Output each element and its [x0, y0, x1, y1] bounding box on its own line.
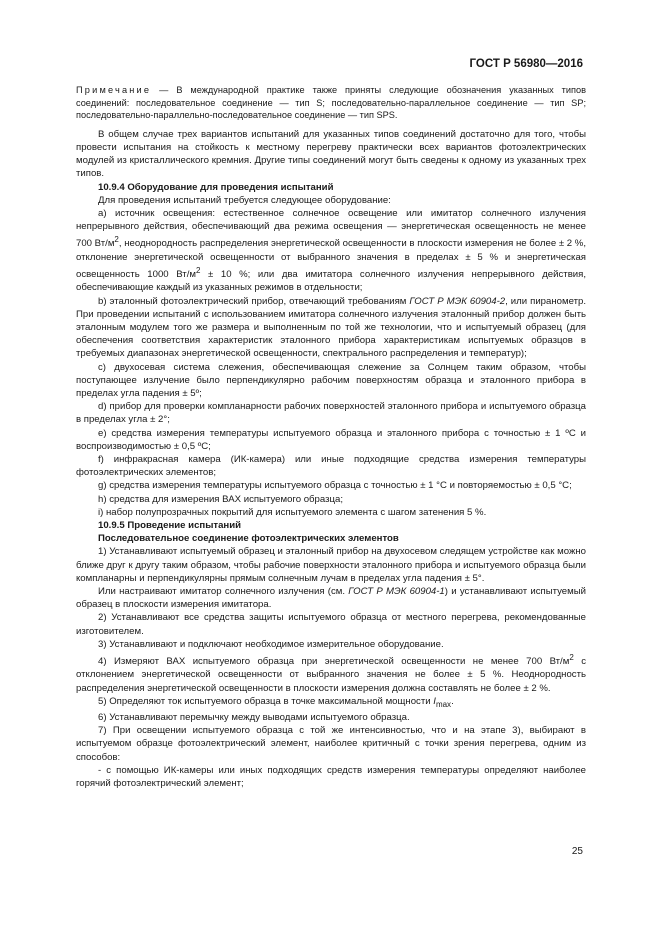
subheading-series-connection: Последовательное соединение фотоэлектрических элементов [98, 533, 399, 545]
step-7-method-a: - с помощью ИК-камеры или иных подходящих средств измерения температуры определяют наиболее горячий фотоэлектрический элемент; [76, 764, 586, 789]
section-heading-10-9-5: 10.9.5 Проведение испытаний [98, 520, 242, 532]
equipment-item-c: c) двухосевая система слежения, обеспечивающая слежение за Солнцем таким образом, чтобы поступающее излучение было перпендикулярно рабочим поверхностям образца и эталонного прибора в пределах угла падения ± 5º; [76, 361, 586, 400]
item-b-text-1: b) эталонный фотоэлектрический прибор, отвечающий требованиям [98, 295, 410, 307]
equipment-item-a [76, 207, 586, 295]
equipment-item-b [76, 295, 586, 361]
note-label: Примечание [76, 85, 152, 95]
intro-paragraph: В общем случае трех вариантов испытаний для указанных типов соединений достаточно для того, чтобы провести испытания на стойкость к местному перегреву практически всех вариантов фотоэлектрических модулей из кристаллического кремния. Другие типы соединений могут быть сведены к одному из указанных трех типов. [76, 128, 586, 180]
item-a-sup-1: 2 [114, 235, 119, 245]
step-4-text-2: с отклонением энергетической освещенности от выбранного значения не более ± 5 %. Неоднородность распределения энергетической освещенности в плоскости измерения должна составлять не более ± 2 %. [76, 656, 586, 694]
item-a-text-1: a) источник освещения: естественное солнечное освещение или имитатор солнечного излучения непрерывного действия, обеспечивающий два режима освещения — энергетическая освещенность не менее 700 Вт/м [76, 208, 586, 250]
item-a-text-3: ± 10 %; или два имитатора солнечного излучения непрерывного действия, обеспечивающие каждый из указанных режимов в отдельности; [76, 269, 587, 294]
item-b-reference: ГОСТ Р МЭК 60904-2 [409, 295, 506, 307]
equipment-intro: Для проведения испытаний требуется следующее оборудование: [98, 194, 391, 206]
page-number: 25 [571, 846, 583, 857]
step-1b-text-2: ) и устанавливают испытуемый образец в плоскости измерения имитатора. [76, 586, 586, 611]
document-header-standard: ГОСТ Р 56980—2016 [469, 58, 583, 70]
note-paragraph [76, 84, 586, 122]
step-5-text-2: . [451, 695, 454, 707]
step-5-subscript: max [435, 699, 452, 709]
item-b-text-2: , или пиранометр. При проведении испытаний с использованием имитатора солнечного излучения эталонный прибор должен быть эталонным модулем того же размера и выполненным по той же технологии, что и испытуемый образец (для обеспечения соответствия характеристик эталонного прибора характеристикам испытуемых образцов в требуемых диапазонах энергетической освещенности, спектрального распределения и температур); [76, 295, 586, 360]
step-1b-reference: ГОСТ Р МЭК 60904-1 [348, 586, 445, 598]
step-1: 1) Устанавливают испытуемый образец и эталонный прибор на двухосевом следящем устройстве как можно ближе друг к другу таким образом, чтобы рабочие поверхности эталонного прибора и испытуемого образца были компланарны и перпендикулярны прямым солнечным лучам в пределах угла падения ± 5°. [76, 546, 586, 584]
step-4-text-1: 4) Измеряют ВАХ испытуемого образца при энергетической освещенности не менее 700 Вт/м [98, 656, 570, 668]
step-6: 6) Устанавливают перемычку между выводами испытуемого образца. [98, 711, 410, 723]
section-heading-10-9-4: 10.9.4 Оборудование для проведения испытаний [98, 181, 334, 193]
step-5-text-1: 5) Определяют ток испытуемого образца в точке максимальной мощности [98, 695, 434, 707]
equipment-item-i: i) набор полупрозрачных покрытий для испытуемого элемента с шагом затенения 5 %. [98, 506, 487, 518]
item-a-sup-2: 2 [195, 266, 201, 275]
equipment-item-e: e) средства измерения температуры испытуемого образца и эталонного прибора с точностью ± 1 ºС и воспроизводимостью ± 0,5 ºС; [76, 427, 586, 452]
note-text: — В международной практике также приняты следующие обозначения указанных типов соединений: последовательное соединение — тип S; последовательно-параллельное соединение — тип SP; последовательно-параллельно-последовательное соединение — тип SPS. [76, 85, 586, 121]
step-4 [76, 651, 586, 695]
equipment-item-g: g) средства измерения температуры испытуемого образца с точностью ± 1 °С и повторяемостью ± 0,5 °С; [98, 480, 572, 492]
item-a-text-2: , неоднородность распределения энергетической освещенности в плоскости измерения не более ± 2 %, отклонение энергетической освещенности от выбранного значения в пределах ± 5 % и энергетическая освещенность 1000 Вт/м [76, 238, 586, 281]
document-body [76, 84, 586, 790]
step-5 [76, 695, 586, 711]
step-3: 3) Устанавливают и подключают необходимое измерительное оборудование. [98, 638, 444, 650]
equipment-item-f: f) инфракрасная камера (ИК-камера) или иные подходящие средства измерения температуры фотоэлектрических элементов; [76, 454, 586, 479]
step-1-alternative [76, 585, 586, 611]
step-7: 7) При освещении испытуемого образца с той же интенсивностью, что и на этапе 3), выбирают в испытуемом образце фотоэлектрический элемент, наиболее критичный с точки зрения перегрева, одним из способов: [76, 725, 586, 763]
step-1b-text-1: Или настраивают имитатор солнечного излучения (см. [98, 586, 349, 598]
step-2: 2) Устанавливают все средства защиты испытуемого образца от местного перегрева, рекомендованные изготовителем. [76, 612, 586, 637]
equipment-item-h: h) средства для измерения ВАХ испытуемого образца; [98, 493, 343, 505]
equipment-item-d: d) прибор для проверки компланарности рабочих поверхностей эталонного прибора и испытуемого образца в пределах угла ± 2°; [76, 401, 586, 426]
step-5-symbol-i: I [433, 695, 436, 707]
step-4-sup: 2 [569, 653, 574, 663]
